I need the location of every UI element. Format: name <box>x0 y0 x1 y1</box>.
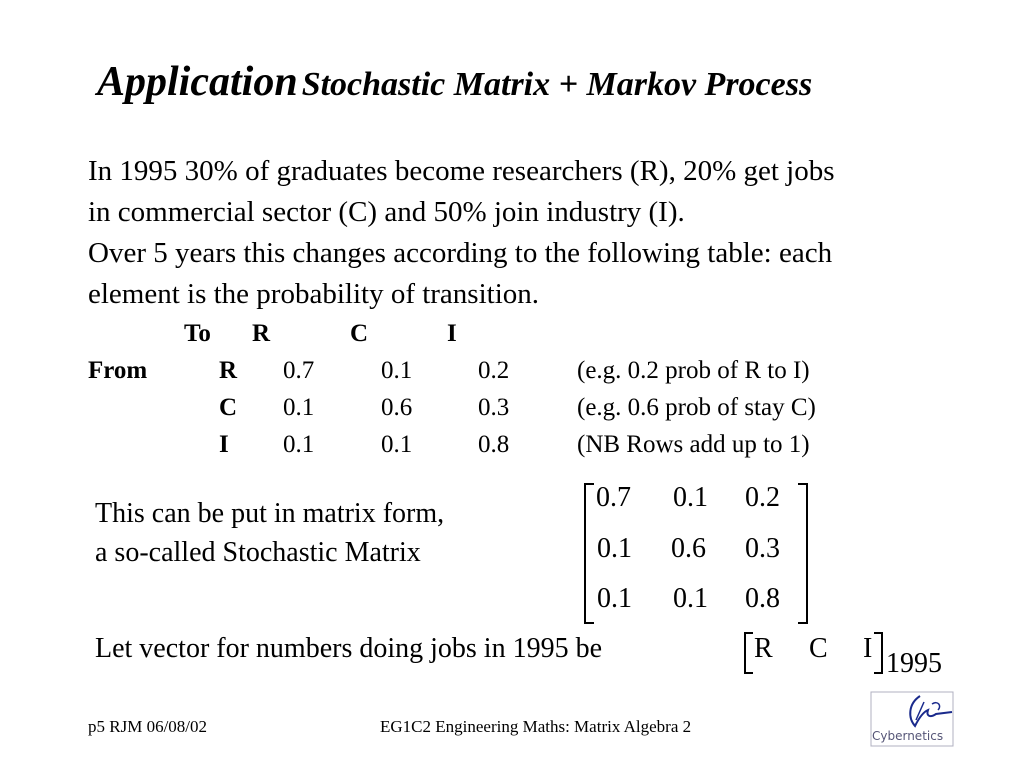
paragraph-line-4: element is the probability of transition. <box>88 278 540 310</box>
matrix-left-bracket <box>584 483 594 624</box>
vector-left-bracket <box>744 632 753 674</box>
table-cell: 0.1 <box>283 394 315 421</box>
vector-item-c: C <box>809 633 828 664</box>
title-main: Application <box>97 59 298 105</box>
matrix-cell: 0.7 <box>596 482 631 513</box>
matrix-cell: 0.1 <box>673 583 708 614</box>
cybernetics-logo <box>868 690 956 748</box>
to-label: To <box>184 320 211 347</box>
row-note: (e.g. 0.2 prob of R to I) <box>577 357 810 384</box>
logo-text: Cybernetics <box>872 729 944 743</box>
row-note: (e.g. 0.6 prob of stay C) <box>577 394 816 421</box>
paragraph-line-1: In 1995 30% of graduates become researchers (R), 20% get jobs <box>88 155 835 187</box>
col-header-i: I <box>447 320 457 347</box>
matrix-cell: 0.3 <box>745 533 780 564</box>
footer-center: EG1C2 Engineering Maths: Matrix Algebra 2 <box>380 717 692 736</box>
table-cell: 0.7 <box>283 357 315 384</box>
matrix-cell: 0.2 <box>745 482 780 513</box>
col-header-r: R <box>252 320 271 347</box>
matrix-cell: 0.1 <box>597 583 632 614</box>
table-cell: 0.1 <box>283 431 315 458</box>
table-cell: 0.3 <box>478 394 510 421</box>
slide-title <box>97 58 812 106</box>
matrix-cell: 0.8 <box>745 583 780 614</box>
matrix-cell: 0.1 <box>597 533 632 564</box>
vector-subscript: 1995 <box>886 648 942 679</box>
matrix-cell: 0.1 <box>673 482 708 513</box>
matrix-right-bracket <box>798 483 808 624</box>
paragraph-line-3: Over 5 years this changes according to the following table: each <box>88 237 833 269</box>
table-cell: 0.2 <box>478 357 510 384</box>
row-label-c: C <box>219 394 238 421</box>
vector-right-bracket <box>874 632 883 674</box>
col-header-c: C <box>350 320 369 347</box>
from-label: From <box>88 357 148 384</box>
row-label-i: I <box>219 431 229 458</box>
table-cell: 0.6 <box>381 394 413 421</box>
title-sub: Stochastic Matrix + Markov Process <box>301 66 813 103</box>
row-note: (NB Rows add up to 1) <box>577 431 810 458</box>
matrix-text-line-1: This can be put in matrix form, <box>95 498 445 529</box>
matrix-cell: 0.6 <box>671 533 706 564</box>
vector-item-i: I <box>863 633 873 664</box>
row-label-r: R <box>219 357 238 384</box>
vector-item-r: R <box>754 633 773 664</box>
matrix-text-line-2: a so-called Stochastic Matrix <box>95 537 421 568</box>
table-cell: 0.1 <box>381 431 413 458</box>
paragraph-line-2: in commercial sector (C) and 50% join industry (I). <box>88 196 685 228</box>
table-cell: 0.1 <box>381 357 413 384</box>
table-cell: 0.8 <box>478 431 510 458</box>
footer-left: p5 RJM 06/08/02 <box>88 717 208 736</box>
vector-text: Let vector for numbers doing jobs in 1995 be <box>95 633 603 664</box>
